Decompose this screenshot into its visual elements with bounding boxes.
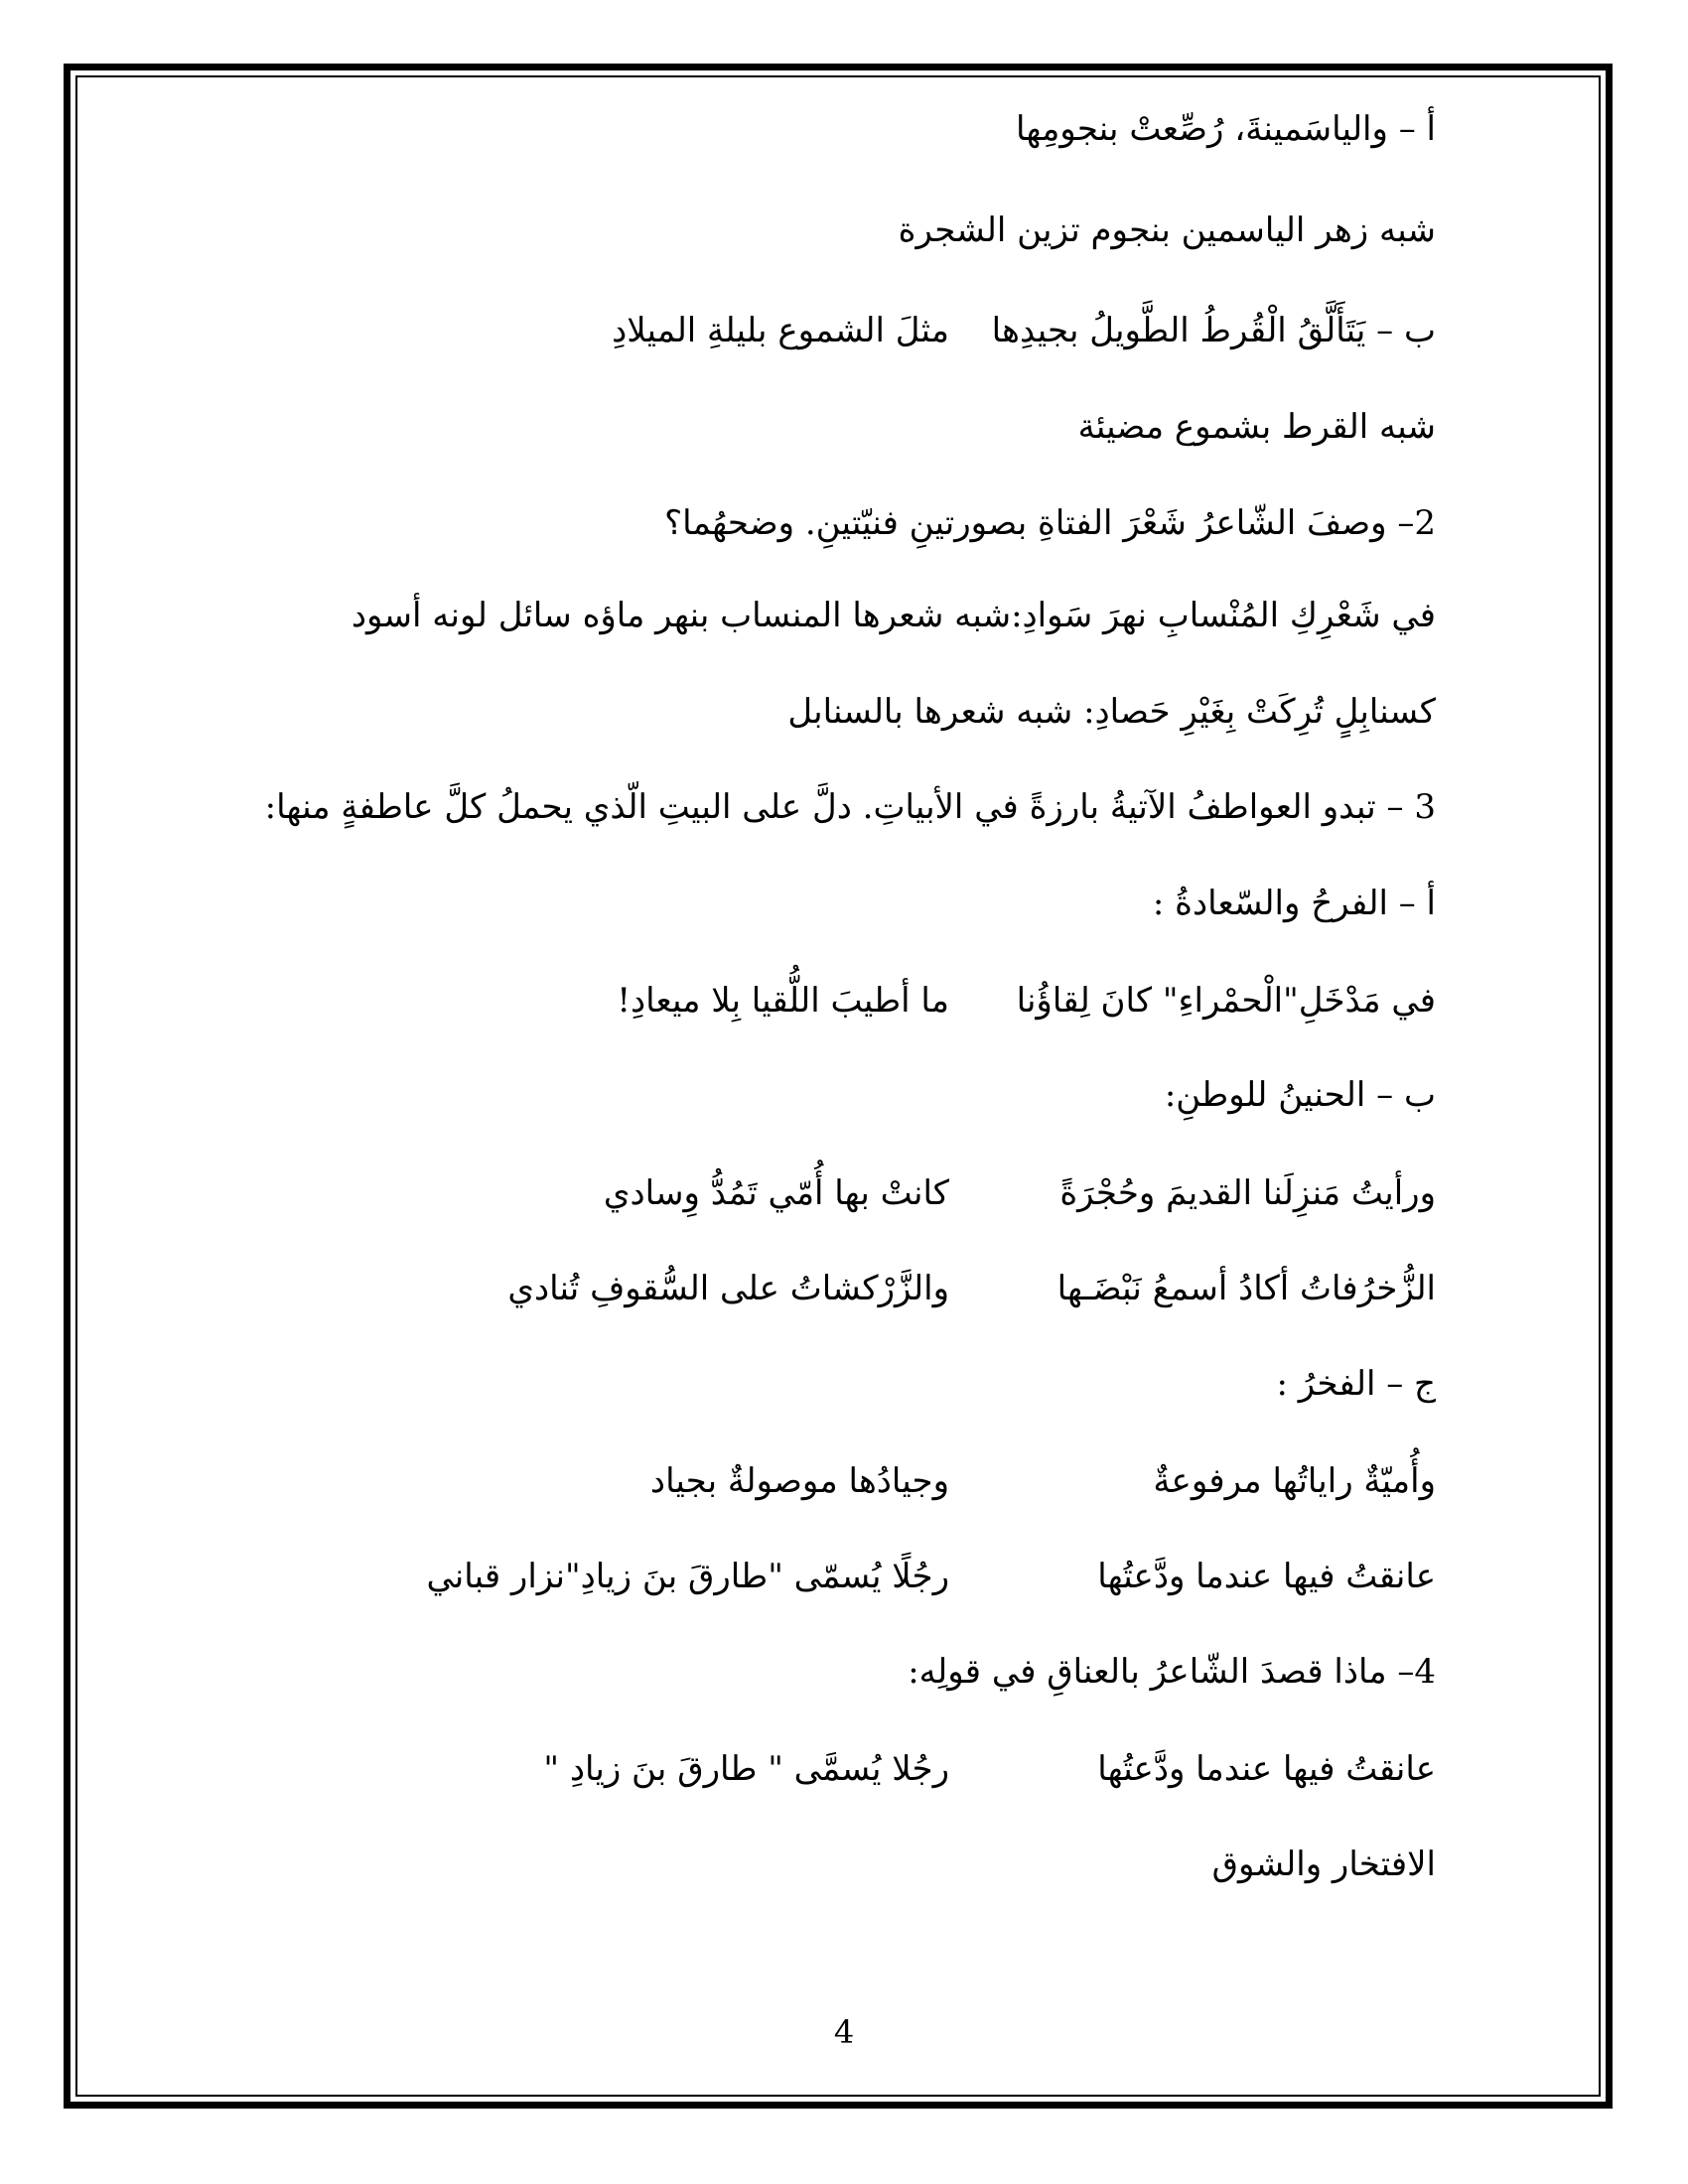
verse-1-first-hemistich: ب – يَتَأَلَّقُ الْقُرطُ الطَّويلُ بجيدِها (991, 311, 1436, 350)
verse-2-first-hemistich: في مَدْخَلِ"الْحمْراءِ" كانَ لِقاؤُنا (1016, 981, 1436, 1021)
question-4: 4– ماذا قصدَ الشّاعرُ بالعناقِ في قولِه: (908, 1652, 1436, 1692)
answer-4: الافتخار والشوق (1211, 1844, 1436, 1884)
verse-7-second-hemistich: رجُلا يُسمَّى " طارقَ بنَ زيادِ " (543, 1749, 949, 1789)
verse-6-second-hemistich: رجُلًا يُسمّى "طارقَ بنَ زيادِ"نزار قباني (426, 1557, 949, 1596)
verse-7-first-hemistich: عانقتُ فيها عندما ودَّعتُها (1097, 1749, 1436, 1789)
subheading-pride: ج – الفخرُ : (1276, 1364, 1436, 1404)
text-line-1: أ – والياسَمينةَ، رُصِّعتْ بنجومِها (1016, 109, 1436, 149)
question-3: 3 – تبدو العواطفُ الآتيةُ بارزةً في الأبياتِ. دلَّ على البيتِ الّذي يحملُ كلَّ عاطفةٍ منها: (264, 787, 1436, 827)
text-line-3: شبه القرط بشموع مضيئة (1077, 407, 1436, 447)
verse-3-second-hemistich: كانتْ بها أُمّي تَمُدُّ وِسادي (603, 1173, 949, 1213)
text-line-4: في شَعْرِكِ المُنْسابِ نهرَ سَوادِ:شبه شعرها المنساب بنهر ماؤه سائل لونه أسود (351, 596, 1436, 635)
verse-1-second-hemistich: مثلَ الشموع بليلةِ الميلادِ (612, 311, 949, 350)
verse-2-second-hemistich: ما أطيبَ اللُّقيا بِلا ميعادِ! (617, 981, 949, 1021)
subheading-joy: أ – الفرحُ والسّعادةُ : (1152, 884, 1436, 923)
text-line-5: كسنابِلٍ تُرِكَتْ بِغَيْرِ حَصادِ: شبه شعرها بالسنابل (787, 692, 1436, 732)
verse-4-first-hemistich: الزُّخرُفاتُ أكادُ أسمعُ نَبْضَـها (1056, 1269, 1436, 1308)
subheading-nostalgia: ب – الحنينُ للوطنِ: (1164, 1075, 1436, 1115)
verse-6-first-hemistich: عانقتُ فيها عندما ودَّعتُها (1097, 1557, 1436, 1596)
text-line-2: شبه زهر الياسمين بنجوم تزين الشجرة (898, 210, 1436, 250)
verse-5-second-hemistich: وجيادُها موصولةٌ بجياد (649, 1461, 949, 1501)
page-number: 4 (833, 2013, 855, 2051)
verse-3-first-hemistich: ورأيتُ مَنزِلَنا القديمَ وحُجْرَةً (1059, 1173, 1436, 1213)
verse-4-second-hemistich: والزَّرْكشاتُ على السُّقوفِ تُنادي (507, 1269, 949, 1308)
question-2: 2– وصفَ الشّاعرُ شَعْرَ الفتاةِ بصورتينِ فنيّتينِ. وضحهُما؟ (664, 503, 1436, 543)
verse-5-first-hemistich: وأُميّةٌ راياتُها مرفوعةٌ (1153, 1461, 1436, 1501)
